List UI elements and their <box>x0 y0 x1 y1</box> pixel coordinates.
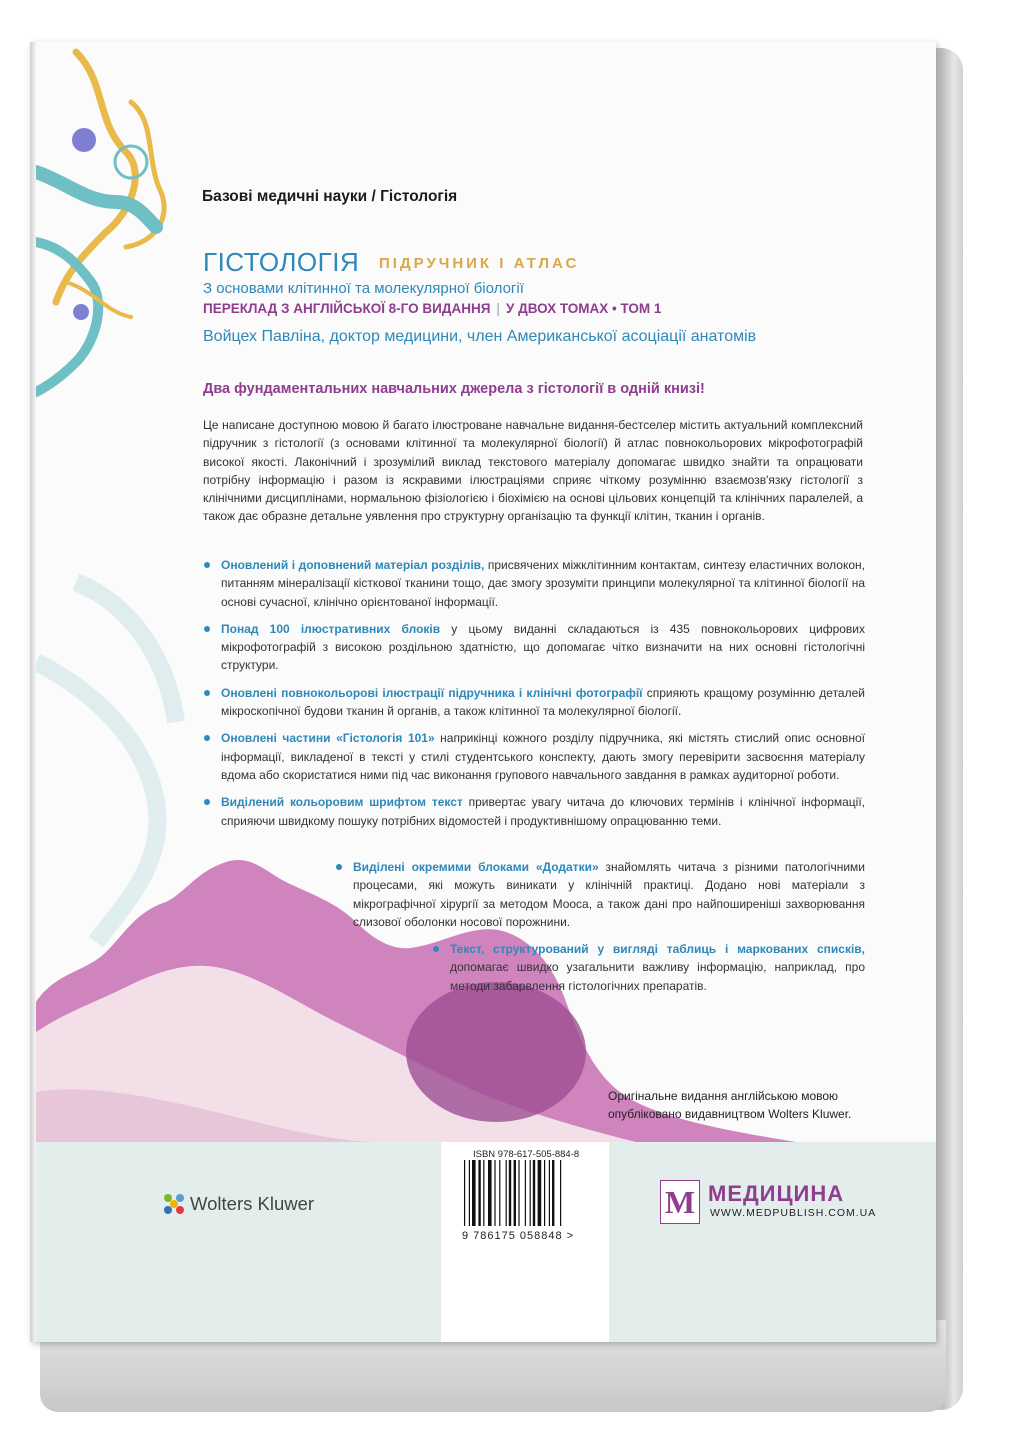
feature-text: сприяють кращому розумінню деталей мікроскопічної будови тканин й органів, а також клітинної та молекулярної біології. <box>221 685 865 719</box>
translation-line <box>203 301 661 316</box>
feature-list <box>203 556 865 839</box>
intro-paragraph: Це написане доступною мовою й багато ілюстроване навчальне видання-бестселер містить актуальний комплексний підручник з гістології (з основами клітинної та молекулярної біології) й атлас повнокольорових мікрофотографій високої якості. Лаконічний і зрозумілий виклад текстового матеріалу допомагає швидко знайти та опрацювати потрібну інформацію і разом із яскравими ілюстраціями сприяє чіткому розумінню взаємозв'язку гістології з клінічними дисциплінами, нормальною фізіологією і біохімією на основі цільових концепцій та клінічних паралелей, а також дає образне детальне уявлення про структурну організацію та функції клітин, тканин і органів. <box>203 418 863 524</box>
feature-item <box>203 620 865 675</box>
volumes-label: У ДВОХ ТОМАХ • ТОМ 1 <box>505 301 662 316</box>
subject-line: Базові медичні науки / Гістологія <box>202 188 458 205</box>
feature-text: знайомлять читача з різними патологічними процесами, які можуть виникати у клінічній практиці. Додано нові матеріали з мікрографічної хірургії за методом Мооса, а також дані про найпоширеніші захворювання слизової оболонки носової порожнини. <box>353 860 865 929</box>
medytsyna-logo-icon <box>660 1180 700 1224</box>
feature-text: наприкінці кожного розділу підручника, які містять стислий опис основної інформації, викладеної в тексті у стилі студентського конспекту, дають змогу перевірити засвоєння матеріалу вдома або скористатися ними під час виконання групового навчального завдання в рамках аудиторної роботи. <box>221 731 865 782</box>
feature-item <box>335 858 865 931</box>
original-note-line: опубліковано видавництвом Wolters Kluwer. <box>608 1106 852 1121</box>
book-subtitle: З основами клітинної та молекулярної біології <box>203 280 524 297</box>
book-title-suffix: ПІДРУЧНИК І АТЛАС <box>379 255 580 272</box>
barcode-number: 9 786175 058848 > <box>462 1230 575 1242</box>
feature-item <box>203 556 865 611</box>
feature-lead: Оновлені повнокольорові ілюстрації підручника і клінічні фотографії <box>221 685 643 700</box>
cell-illustration-top <box>36 52 164 392</box>
author-line: Войцех Павліна, доктор медицини, член Американської асоціації анатомів <box>203 328 757 345</box>
book-title: ГІСТОЛОГІЯ <box>203 247 360 277</box>
feature-list-right-2 <box>432 940 865 1004</box>
feature-lead: Оновлений і доповнений матеріал розділів, <box>221 558 485 572</box>
feature-text: у цьому виданні складаються із 435 повнокольорових цифрових мікрофотографій з високою роздільною здатністю, що допомагає чітко визначити на них основні гістологічні структури. <box>221 621 865 673</box>
translation-label: ПЕРЕКЛАД З АНГЛІЙСЬКОЇ 8-ГО ВИДАННЯ <box>203 301 491 316</box>
faint-tissue-left <box>36 582 176 942</box>
isbn-label: ISBN 978-617-505-884-8 <box>473 1149 580 1160</box>
feature-text: привертає увагу читача до ключових термінів і клінічної інформації, сприяючи швидкому пошуку потрібних відомостей і продуктивнішому опрацюванню теми. <box>221 795 866 828</box>
feature-text: допомагає швидко узагальнити важливу інформацію, наприклад, про методи забарвлення гістологічних препаратів. <box>450 960 865 993</box>
feature-text: присвячених міжклітинним контактам, синтезу еластичних волокон, питанням мінералізації кісткової тканини тощо, дає змогу зрозуміти принципи молекулярної та клітинної біології на основі сучасної, клінічно орієнтованої інформації. <box>221 558 866 609</box>
barcode-icon <box>462 1160 590 1228</box>
publisher-name: МЕДИЦИНА <box>708 1181 845 1206</box>
wolters-kluwer-wordmark: Wolters Kluwer <box>190 1193 315 1214</box>
feature-lead: Текст, структурований у вигляді таблиць і маркованих списків, <box>450 942 865 956</box>
publisher-url: WWW.MEDPUBLISH.COM.UA <box>710 1207 877 1219</box>
feature-lead: Оновлені частини «Гістологія 101» <box>221 731 435 746</box>
feature-lead: Понад 100 ілюстративних блоків <box>221 621 441 636</box>
feature-item <box>432 940 865 995</box>
original-note-line: Оригінальне видання англійською мовою <box>608 1089 839 1103</box>
feature-list-right <box>335 858 865 940</box>
feature-item <box>203 793 865 830</box>
feature-lead: Виділені окремими блоками «Додатки» <box>353 860 599 874</box>
separator: | <box>496 301 500 316</box>
logo-letter: M <box>664 1184 696 1220</box>
lead-heading: Два фундаментальних навчальних джерела з гістології в одній книзі! <box>203 381 705 397</box>
book-spine-edge <box>933 48 963 1410</box>
feature-item <box>203 729 865 784</box>
feature-lead: Виділений кольоровим шрифтом текст <box>221 795 463 810</box>
feature-item <box>203 684 865 721</box>
original-edition-note <box>608 1088 851 1123</box>
wolters-kluwer-logo-icon <box>162 1192 186 1216</box>
